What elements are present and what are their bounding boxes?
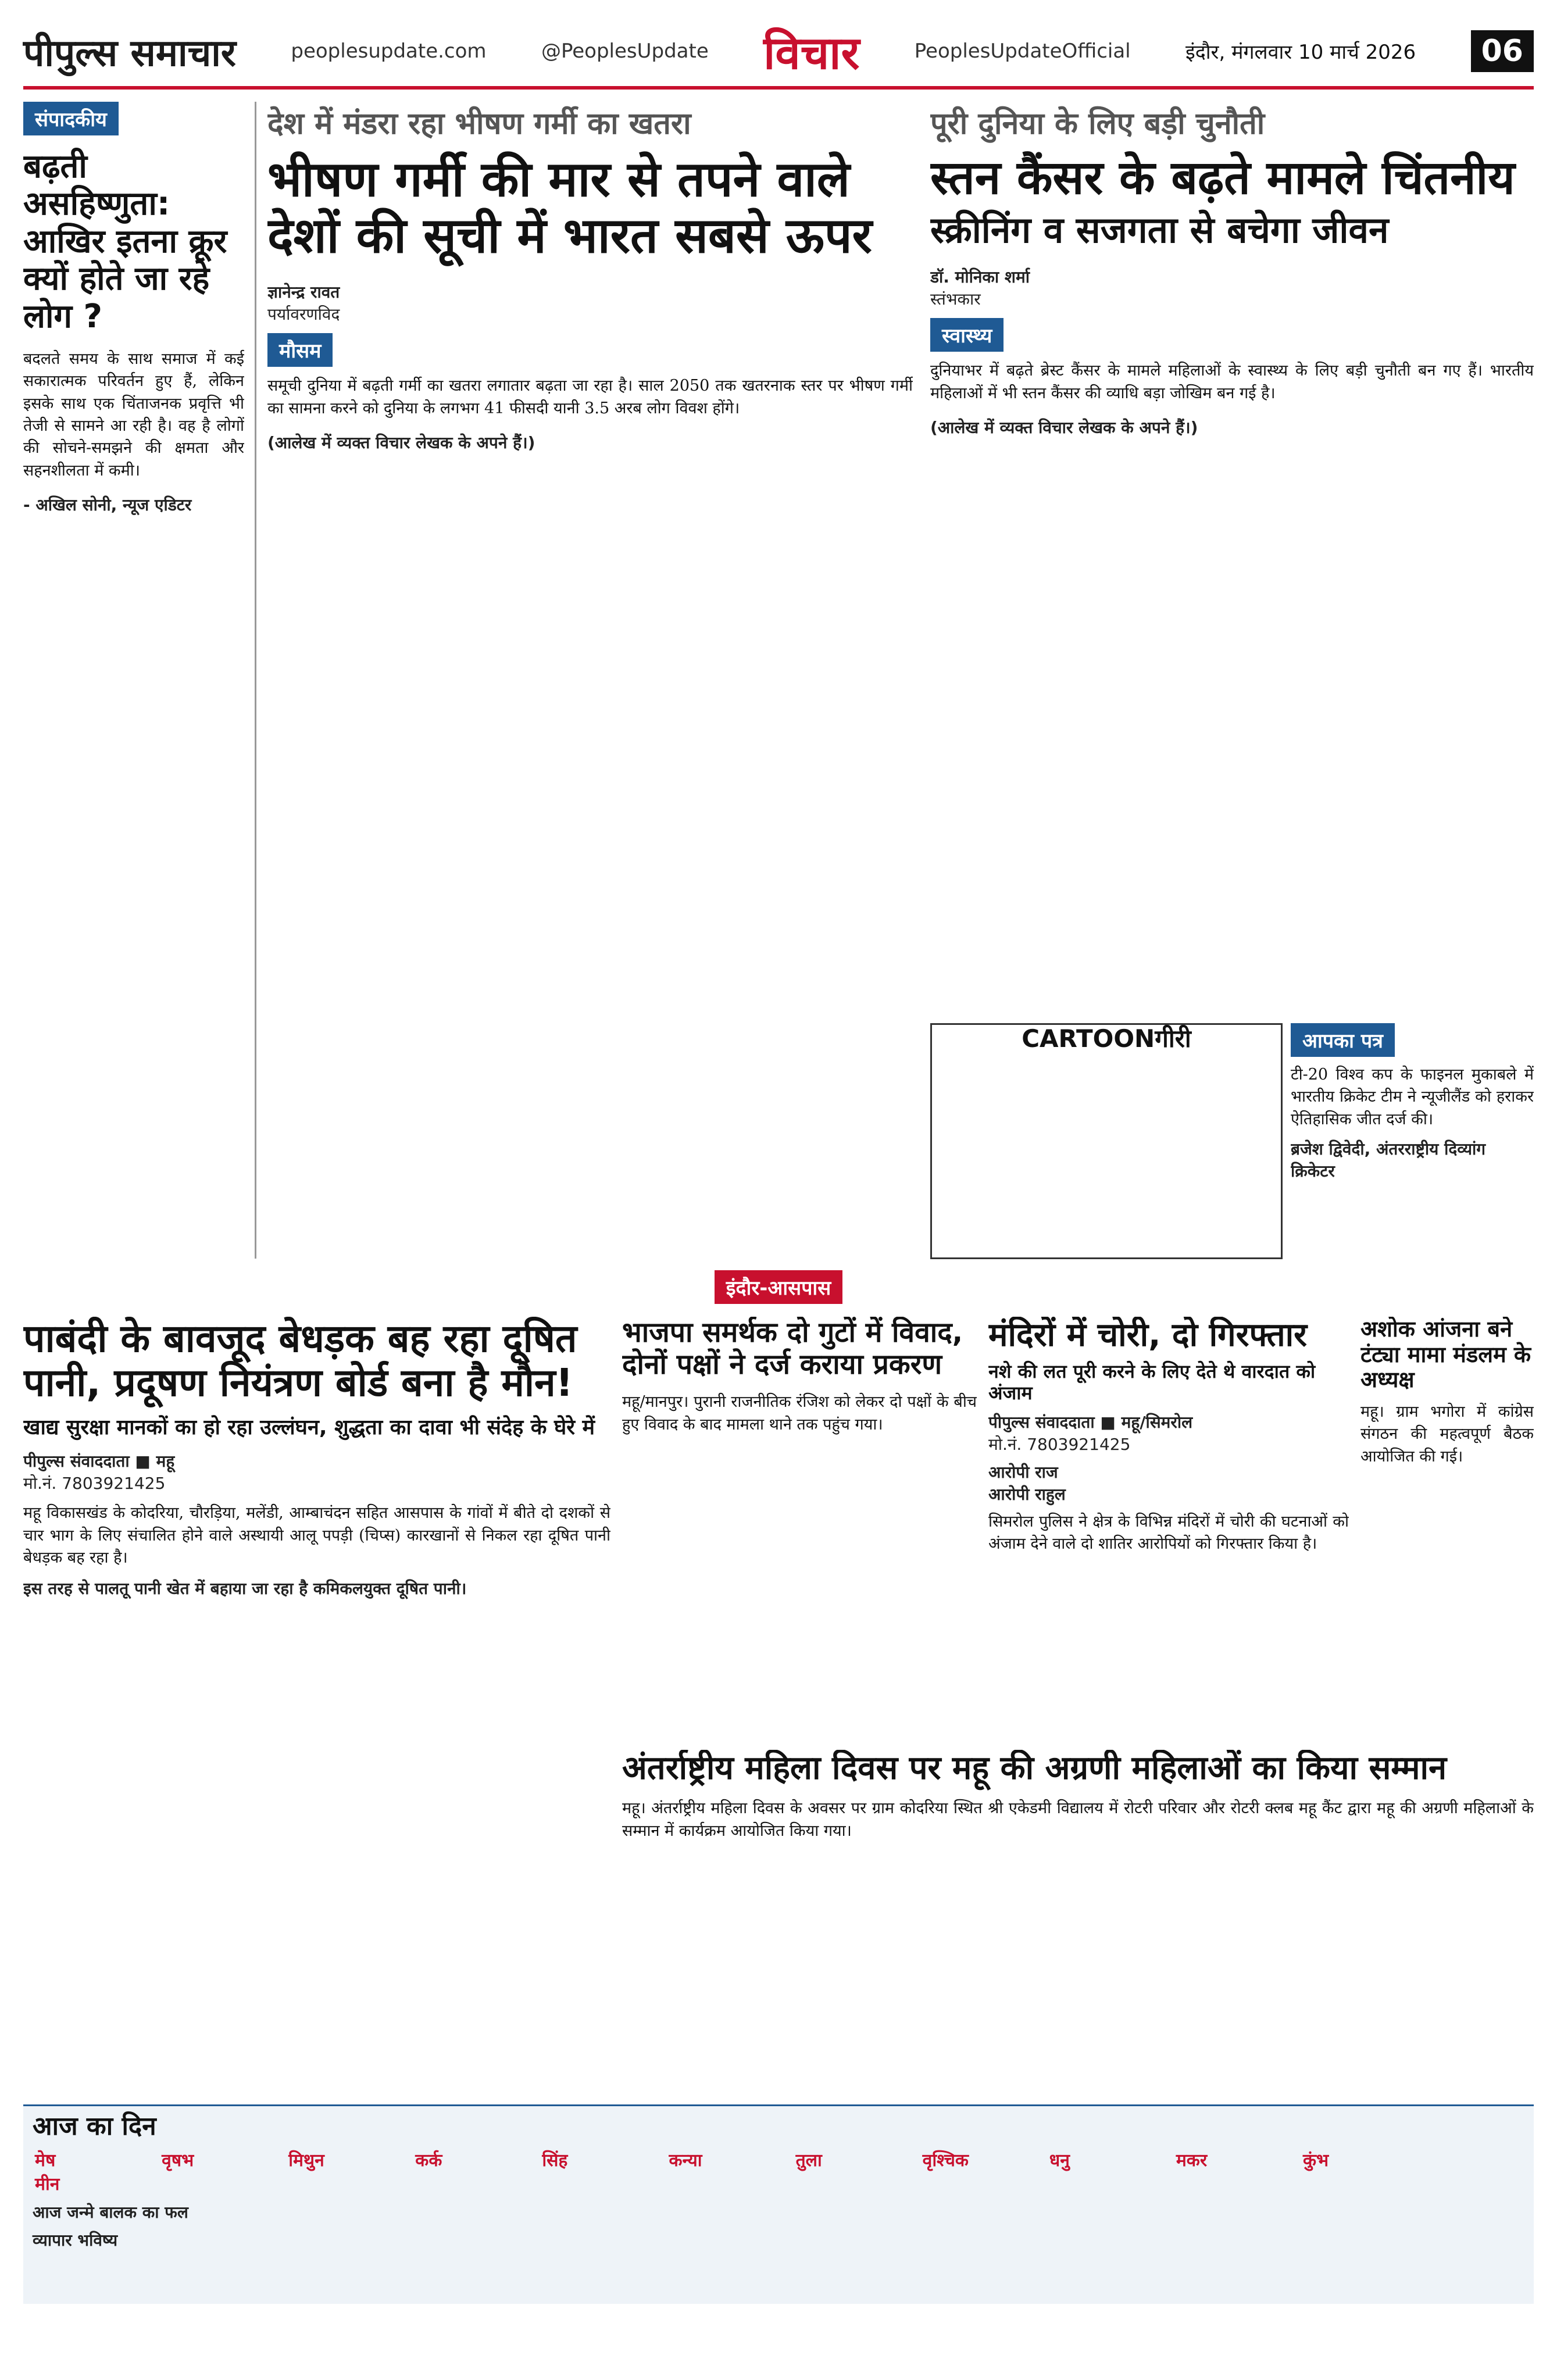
- editorial-author: - अखिल सोनी, न्यूज एडिटर: [23, 495, 192, 514]
- cartoon-box: [930, 1023, 1283, 1259]
- heat-author: ज्ञानेन्द्र रावत: [267, 283, 340, 302]
- local-band: [0, 1270, 1557, 1305]
- sign-sagittarius: धनु: [1049, 2150, 1070, 2171]
- facebook-handle[interactable]: PeoplesUpdateOfficial: [914, 40, 1131, 63]
- sign-pisces: मीन: [35, 2174, 60, 2195]
- heat-article: [267, 102, 913, 1264]
- sign-leo: सिंह: [542, 2150, 568, 2171]
- page-number: 06: [1471, 30, 1534, 72]
- cancer-headline: स्तन कैंसर के बढ़ते मामले चिंतनीय: [930, 151, 1515, 205]
- section-title: विचार: [763, 27, 860, 80]
- water-headline: पाबंदी के बावजूद बेधड़क बह रहा दूषित पानी, प्रदूषण नियंत्रण बोर्ड बना है मौन!: [23, 1317, 577, 1405]
- heat-author-role: पर्यावरणविद: [267, 305, 340, 324]
- sign-cancer: कर्क: [415, 2150, 442, 2171]
- letters-title: आपका पत्र: [1291, 1023, 1395, 1057]
- theft-headline: मंदिरों में चोरी, दो गिरफ्तार: [988, 1317, 1308, 1354]
- business-forecast-title: व्यापार भविष्य: [33, 2230, 118, 2250]
- cancer-article: [930, 102, 1534, 974]
- bjp-article: [622, 1317, 977, 1724]
- heat-label: मौसम: [267, 333, 333, 367]
- women-article: [622, 1750, 1534, 2087]
- editorial-column: [23, 102, 244, 1264]
- theft-phone: मो.नं. 7803921425: [988, 1434, 1131, 1454]
- sign-scorpio: वृश्चिक: [922, 2150, 969, 2171]
- cancer-author-role: स्तंभकार: [930, 290, 981, 309]
- theft-byline: पीपुल्स संवाददाता ■ महू/सिमरोल: [988, 1412, 1193, 1432]
- cancer-note: (आलेख में व्यक्त विचार लेखक के अपने हैं।): [930, 417, 1198, 437]
- cancer-subhead: स्क्रीनिंग व सजगता से बचेगा जीवन: [930, 209, 1389, 251]
- women-body: महू। अंतर्राष्ट्रीय महिला दिवस के अवसर पर ग्राम कोदरिया स्थित श्री एकेडमी विद्यालय में रोटरी परिवार और रोटरी क्लब महू कैंट द्वारा महू की अग्रणी महिलाओं के सम्मान में कार्यक्रम आयोजित किया गया।: [622, 1799, 1534, 1840]
- women-headline: अंतर्राष्ट्रीय महिला दिवस पर महू की अग्रणी महिलाओं का किया सम्मान: [622, 1750, 1447, 1787]
- editorial-body: बदलते समय के साथ समाज में कई सकारात्मक परिवर्तन हुए हैं, लेकिन इसके साथ एक चिंताजनक प्रवृत्ति भी तेजी से सामने आ रही है। वह है लोगों की सोचने-समझने की क्षमता और सहनशीलता में कमी।: [23, 349, 244, 480]
- sign-libra: तुला: [795, 2150, 822, 2171]
- sign-gemini: मिथुन: [288, 2150, 324, 2171]
- heat-headline: भीषण गर्मी की मार से तपने वाले देशों की सूची में भारत सबसे ऊपर: [267, 151, 872, 264]
- water-subhead: खाद्य सुरक्षा मानकों का हो रहा उल्लंघन, शुद्धता का दावा भी संदेह के घेरे में: [23, 1415, 595, 1439]
- sign-aquarius: कुंभ: [1302, 2150, 1329, 2171]
- x-handle[interactable]: @PeoplesUpdate: [541, 40, 709, 63]
- water-caption: इस तरह से पालतू पानी खेत में बहाया जा रहा है कमिकलयुक्त दूषित पानी।: [23, 1579, 467, 1599]
- horoscope-title: आज का दिन: [33, 2111, 156, 2141]
- heat-kicker: देश में मंडरा रहा भीषण गर्मी का खतरा: [267, 106, 691, 141]
- letters-author: ब्रजेश द्विवेदी, अंतरराष्ट्रीय दिव्यांग क्रिकेटर: [1291, 1139, 1486, 1181]
- cartoon-title: CARTOONगीरी: [1022, 1024, 1191, 1053]
- local-tag: इंदौर-आसपास: [715, 1270, 842, 1304]
- sign-taurus: वृषभ: [162, 2150, 194, 2171]
- water-phone: मो.नं. 7803921425: [23, 1474, 166, 1493]
- anjana-body: महू। ग्राम भगोरा में कांग्रेस संगठन की महत्वपूर्ण बैठक आयोजित की गई।: [1360, 1403, 1534, 1466]
- water-byline: पीपुल्स संवाददाता ■ महू: [23, 1452, 175, 1471]
- cancer-kicker: पूरी दुनिया के लिए बड़ी चुनौती: [930, 106, 1265, 141]
- water-article: [23, 1317, 610, 2090]
- horoscope-signs: [23, 2147, 1534, 2195]
- cancer-author: डॉ. मोनिका शर्मा: [930, 267, 1030, 287]
- sign-aries: मेष: [35, 2150, 56, 2171]
- cancer-body: दुनियाभर में बढ़ते ब्रेस्ट कैंसर के मामले महिलाओं के स्वास्थ्य के लिए बड़ी चुनौती बन गए हैं। भारतीय महिलाओं में भी स्तन कैंसर की व्याधि बड़ा जोखिम बन गई है।: [930, 362, 1534, 402]
- heat-body: समूची दुनिया में बढ़ती गर्मी का खतरा लगातार बढ़ता जा रहा है। साल 2050 तक खतरनाक स्तर पर भीषण गर्मी का सामना करने को दुनिया के लगभग 41 फीसदी यानी 3.5 अरब लोग विवश होंगे।: [267, 377, 913, 417]
- masthead: [23, 16, 1534, 90]
- anjana-headline: अशोक आंजना बने टंट्या मामा मंडलम के अध्यक्ष: [1360, 1317, 1531, 1393]
- cancer-label: स्वास्थ्य: [930, 318, 1004, 352]
- brand-logo: पीपुल्स समाचार: [23, 31, 236, 75]
- sign-capricorn: मकर: [1176, 2150, 1208, 2171]
- theft-subhead: नशे की लत पूरी करने के लिए देते थे वारदात को अंजाम: [988, 1360, 1316, 1405]
- bjp-body: महू/मानपुर। पुरानी राजनीतिक रंजिश को लेकर दो पक्षों के बीच हुए विवाद के बाद मामला थाने तक पहुंच गया।: [622, 1393, 977, 1434]
- accused-2-caption: आरोपी राहुल: [988, 1484, 1066, 1504]
- heat-note: (आलेख में व्यक्त विचार लेखक के अपने हैं।): [267, 433, 535, 452]
- water-body: महू विकासखंड के कोदरिया, चौरड़िया, मलेंडी, आम्बाचंदन सहित आसपास के गांवों में बीते दो दशकों से चार भाग के लिए संचालित होने वाले अस्थायी आलू पपड़ी (चिप्स) कारखानों से निकल रहा दूषित पानी बेधड़क बह रहा है।: [23, 1504, 610, 1567]
- editorial-tag: संपादकीय: [23, 102, 119, 135]
- letters-body: टी-20 विश्व कप के फाइनल मुकाबले में भारतीय क्रिकेट टीम ने न्यूजीलैंड को हराकर ऐतिहासिक जीत दर्ज की।: [1291, 1066, 1534, 1128]
- site-link[interactable]: peoplesupdate.com: [291, 40, 487, 63]
- theft-article: [988, 1317, 1349, 1724]
- accused-1-caption: आरोपी राज: [988, 1462, 1058, 1482]
- editorial-headline: बढ़ती असहिष्णुता: आखिर इतना क्रूर क्यों होते जा रहे लोग ?: [23, 148, 227, 335]
- horoscope-strip: [23, 2104, 1534, 2304]
- bjp-headline: भाजपा समर्थक दो गुटों में विवाद, दोनों पक्षों ने दर्ज कराया प्रकरण: [622, 1317, 963, 1381]
- letters-box: [1291, 1023, 1534, 1256]
- theft-body: सिमरोल पुलिस ने क्षेत्र के विभिन्न मंदिरों में चोरी की घटनाओं को अंजाम देने वाले दो शातिर आरोपियों को गिरफ्तार किया है।: [988, 1512, 1349, 1553]
- dateline: इंदौर, मंगलवार 10 मार्च 2026: [1185, 41, 1416, 64]
- column-rule: [255, 102, 256, 1259]
- sign-virgo: कन्या: [669, 2150, 702, 2171]
- birth-forecast-title: आज जन्मे बालक का फल: [33, 2202, 188, 2222]
